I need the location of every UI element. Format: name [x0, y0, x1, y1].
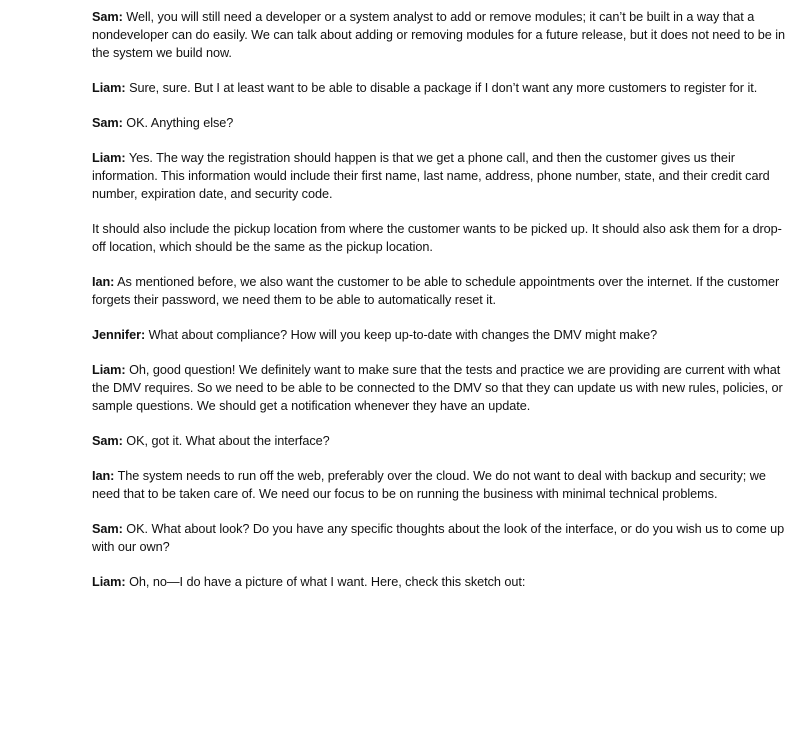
dialogue-paragraph	[92, 79, 792, 97]
dialogue-text: Yes. The way the registration should happen is that we get a phone call, and then the customer gives us their information. This information would include their first name, last name, address, phone number, state, and their credit card number, expiration date, and security code.	[92, 151, 770, 201]
dialogue-text: Well, you will still need a developer or a system analyst to add or remove modules; it can’t be built in a way that a nondeveloper can do easily. We can talk about adding or removing modules for a future release, but it does not need to be in the system we build now.	[92, 10, 785, 60]
speaker-name: Ian:	[92, 469, 115, 483]
dialogue-paragraph	[92, 432, 792, 450]
dialogue-text: Sure, sure. But I at least want to be able to disable a package if I don’t want any more customers to register for it.	[125, 81, 758, 95]
speaker-name: Sam:	[92, 522, 123, 536]
dialogue-paragraph	[92, 520, 792, 556]
dialogue-paragraph	[92, 326, 792, 344]
speaker-name: Sam:	[92, 434, 123, 448]
speaker-name: Liam:	[92, 151, 126, 165]
dialogue-paragraph	[92, 273, 792, 309]
speaker-name: Liam:	[92, 81, 126, 95]
dialogue-text: OK, got it. What about the interface?	[122, 434, 330, 448]
dialogue-text: What about compliance? How will you keep up-to-date with changes the DMV might make?	[145, 328, 658, 342]
dialogue-text: Oh, good question! We definitely want to make sure that the tests and practice we are providing are current with what the DMV requires. So we need to be able to be connected to the DMV so that they can update us with new rules, policies, or sample questions. We should get a notification whenever they have an update.	[92, 363, 783, 413]
dialogue-paragraph	[92, 149, 792, 203]
dialogue-paragraph	[92, 220, 792, 256]
speaker-name: Jennifer:	[92, 328, 146, 342]
document-page	[92, 8, 792, 608]
dialogue-paragraph	[92, 8, 792, 62]
dialogue-paragraph	[92, 467, 792, 503]
speaker-name: Liam:	[92, 363, 126, 377]
dialogue-text: It should also include the pickup location from where the customer wants to be picked up. It should also ask them for a drop-off location, which should be the same as the pickup location.	[92, 222, 782, 254]
dialogue-paragraph	[92, 114, 792, 132]
dialogue-paragraph	[92, 573, 792, 591]
dialogue-text: As mentioned before, we also want the customer to be able to schedule appointments over the internet. If the customer forgets their password, we need them to be able to automatically reset it.	[92, 275, 780, 307]
speaker-name: Liam:	[92, 575, 126, 589]
dialogue-text: OK. What about look? Do you have any specific thoughts about the look of the interface, or do you wish us to come up with our own?	[92, 522, 785, 554]
dialogue-text: Oh, no—I do have a picture of what I want. Here, check this sketch out:	[125, 575, 526, 589]
dialogue-paragraph	[92, 361, 792, 415]
dialogue-text: The system needs to run off the web, preferably over the cloud. We do not want to deal with backup and security; we need that to be taken care of. We need our focus to be on running the business with minimal technical problems.	[92, 469, 766, 501]
dialogue-text: OK. Anything else?	[122, 116, 234, 130]
speaker-name: Sam:	[92, 116, 123, 130]
speaker-name: Ian:	[92, 275, 115, 289]
speaker-name: Sam:	[92, 10, 123, 24]
